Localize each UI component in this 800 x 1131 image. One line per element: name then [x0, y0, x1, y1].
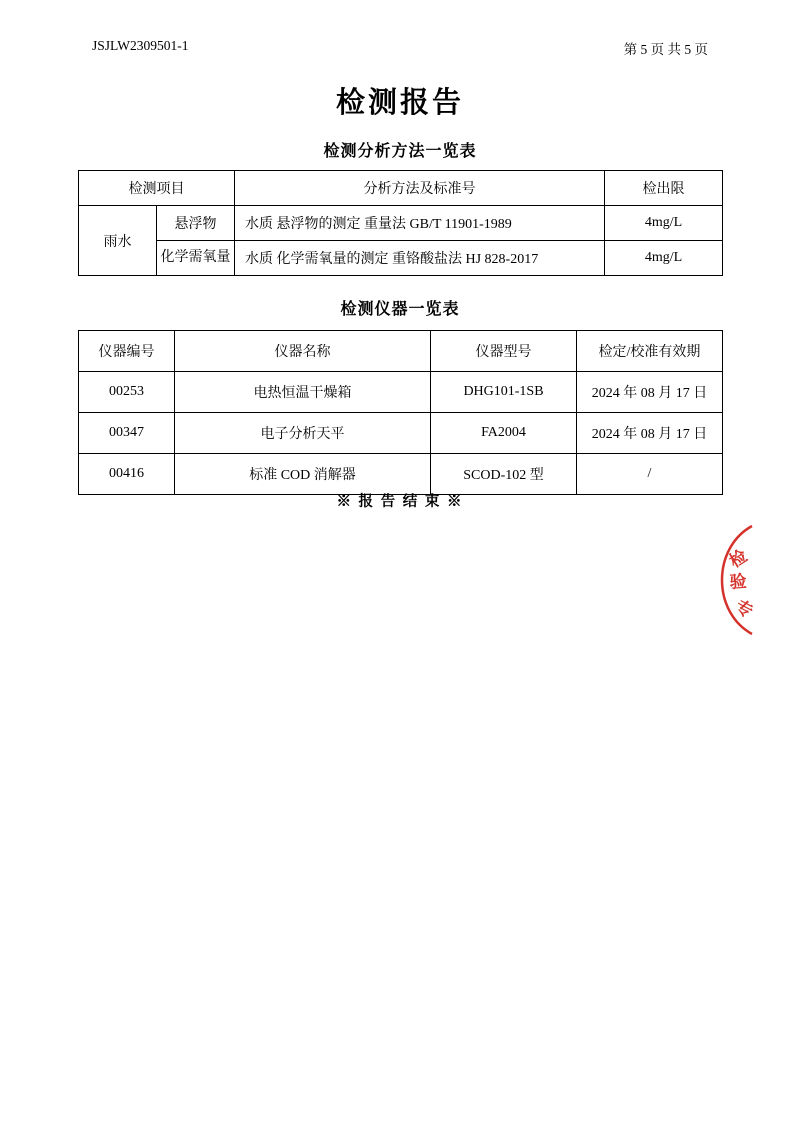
table-row [79, 413, 723, 454]
methods-limit-1: 4mg/L [605, 241, 723, 276]
instruments-col-code: 仪器编号 [79, 331, 175, 372]
table-row [79, 454, 723, 495]
instrument-code-1: 00347 [79, 413, 175, 454]
methods-limit-0: 4mg/L [605, 206, 723, 241]
table-header-row [79, 171, 723, 206]
methods-table [78, 170, 723, 276]
instrument-code-2: 00416 [79, 454, 175, 495]
methods-item-1: 化学需氧量 [157, 241, 235, 276]
instrument-name-2: 标准 COD 消解器 [175, 454, 431, 495]
instrument-model-1: FA2004 [431, 413, 577, 454]
methods-sample-name: 雨水 [79, 206, 157, 276]
table-row [79, 372, 723, 413]
table-row [79, 241, 723, 276]
svg-text:专: 专 [732, 596, 757, 622]
methods-col-limit: 检出限 [605, 171, 723, 206]
instruments-table-title: 检测仪器一览表 [340, 301, 460, 318]
table-row [79, 206, 723, 241]
table-header-row [79, 331, 723, 372]
instruments-table [78, 330, 723, 495]
instruments-col-model: 仪器型号 [431, 331, 577, 372]
methods-table-title: 检测分析方法一览表 [323, 143, 477, 160]
svg-text:检: 检 [726, 546, 751, 572]
methods-item-0: 悬浮物 [157, 206, 235, 241]
instrument-name-0: 电热恒温干燥箱 [175, 372, 431, 413]
page-number: 第 5 页 共 5 页 [623, 42, 708, 57]
methods-method-0: 水质 悬浮物的测定 重量法 GB/T 11901-1989 [235, 206, 605, 241]
official-stamp [694, 520, 764, 640]
instruments-col-name: 仪器名称 [175, 331, 431, 372]
instrument-valid-0: 2024 年 08 月 17 日 [577, 372, 723, 413]
instrument-model-0: DHG101-1SB [431, 372, 577, 413]
page-header [0, 38, 800, 58]
instrument-name-1: 电子分析天平 [175, 413, 431, 454]
instrument-model-2: SCOD-102 型 [431, 454, 577, 495]
instrument-valid-2: / [577, 454, 723, 495]
page-title: 检测报告 [335, 87, 464, 119]
instrument-valid-1: 2024 年 08 月 17 日 [577, 413, 723, 454]
methods-method-1: 水质 化学需氧量的测定 重铬酸盐法 HJ 828-2017 [235, 241, 605, 276]
instruments-col-valid: 检定/校准有效期 [577, 331, 723, 372]
instrument-code-0: 00253 [79, 372, 175, 413]
svg-text:验: 验 [728, 571, 748, 592]
methods-col-method: 分析方法及标准号 [235, 171, 605, 206]
document-code: JSJLW2309501-1 [92, 38, 189, 53]
report-end-mark: ※ 报 告 结 束 ※ [336, 494, 464, 510]
methods-col-item: 检测项目 [79, 171, 235, 206]
